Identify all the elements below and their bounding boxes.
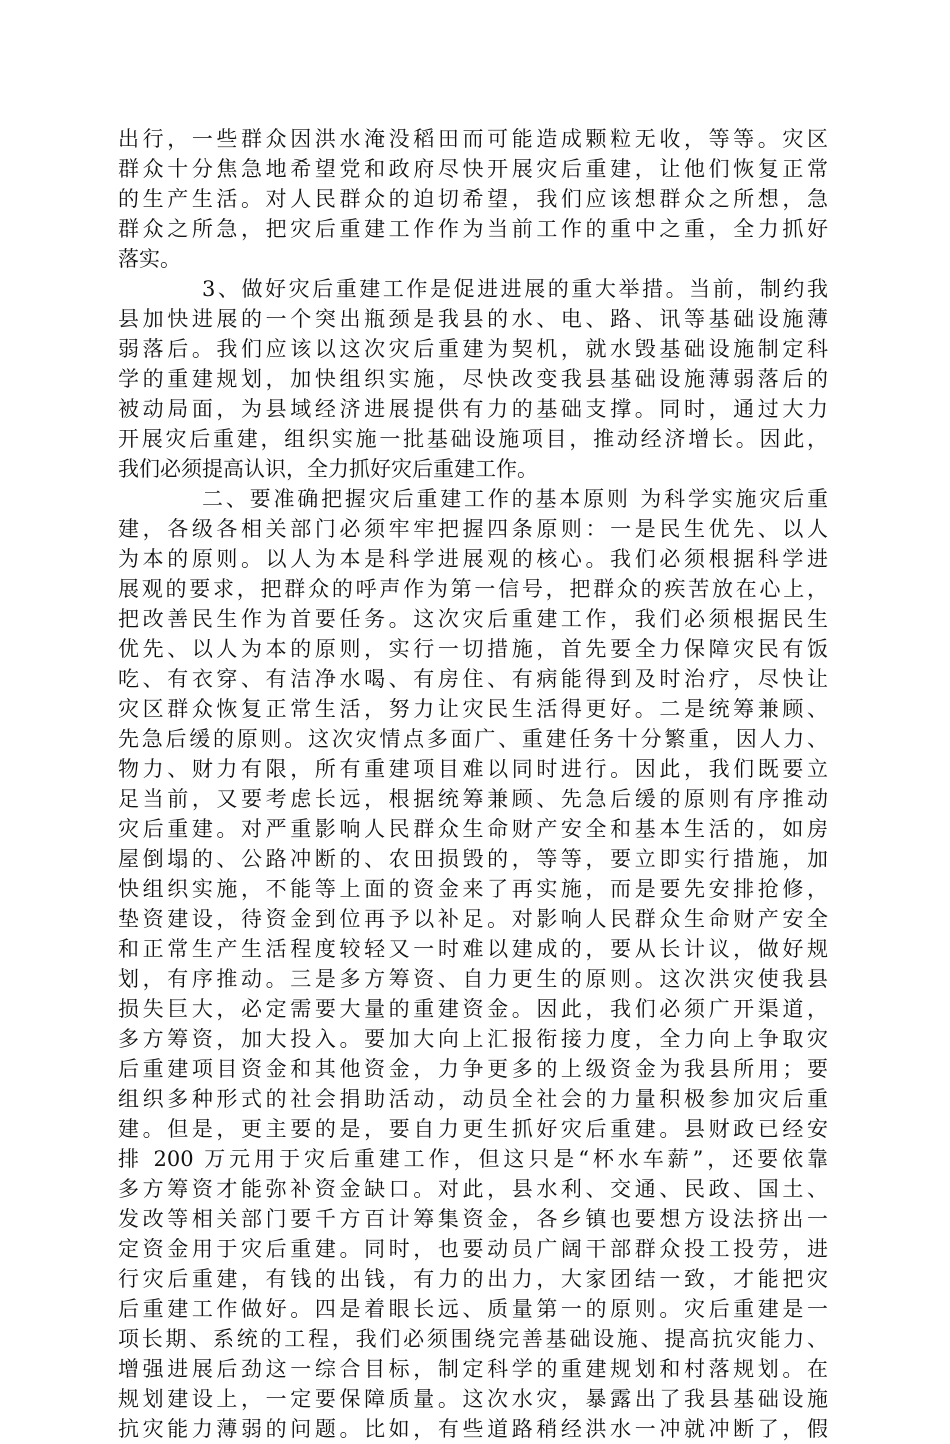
text-line: 项长期、系统的工程，我们必须围绕完善基础设施、提高抗灾能力、 [118,1327,828,1351]
text-line: 排 200 万元用于灾后重建工作，但这只是“杯水车薪”，还要依靠 [118,1147,828,1171]
text-line: 把改善民生作为首要任务。这次灾后重建工作，我们必须根据民生 [118,607,828,631]
text-line: 为本的原则。以人为本是科学进展观的核心。我们必须根据科学进 [118,547,828,571]
text-line: 群众十分焦急地希望党和政府尽快开展灾后重建，让他们恢复正常 [118,157,828,181]
text-line: 灾区群众恢复正常生活，努力让灾民生活得更好。二是统筹兼顾、 [118,697,828,721]
text-line: 划，有序推动。三是多方筹资、自力更生的原则。这次洪灾使我县 [118,967,828,991]
text-line: 足当前，又要考虑长远，根据统筹兼顾、先急后缓的原则有序推动 [118,787,828,811]
text-line: 后重建项目资金和其他资金，力争更多的上级资金为我县所用；要 [118,1057,828,1081]
text-line: 和正常生产生活程度较轻又一时难以建成的，要从长计议，做好规 [118,937,828,961]
text-line: 快组织实施，不能等上面的资金来了再实施，而是要先安排抢修， [118,877,828,901]
text-line: 优先、以人为本的原则，实行一切措施，首先要全力保障灾民有饭 [118,637,828,661]
text-line: 的生产生活。对人民群众的迫切希望，我们应该想群众之所想，急 [118,187,828,211]
text-line: 展观的要求，把群众的呼声作为第一信号，把群众的疾苦放在心上， [118,577,828,601]
text-line: 后重建工作做好。四是着眼长远、质量第一的原则。灾后重建是一 [118,1297,828,1321]
text-line: 垫资建设，待资金到位再予以补足。对影响人民群众生命财产安全 [118,907,828,931]
text-line: 多方筹资才能弥补资金缺口。对此，县水利、交通、民政、国土、 [118,1177,828,1201]
text-line: 我们必须提高认识，全力抓好灾后重建工作。 [118,457,538,481]
text-line: 被动局面，为县域经济进展提供有力的基础支撑。同时，通过大力 [118,397,828,421]
text-line: 发改等相关部门要千方百计筹集资金，各乡镇也要想方设法挤出一 [118,1207,828,1231]
text-line: 建。但是，更主要的是，要自力更生抓好灾后重建。县财政已经安 [118,1117,828,1141]
text-line: 多方筹资，加大投入。要加大向上汇报衔接力度，全力向上争取灾 [118,1027,828,1051]
text-line: 先急后缓的原则。这次灾情点多面广、重建任务十分繁重，因人力、 [118,727,828,751]
text-line: 增强进展后劲这一综合目标，制定科学的重建规划和村落规划。在 [118,1357,828,1381]
text-line: 建，各级各相关部门必须牢牢把握四条原则：一是民生优先、以人 [118,517,828,541]
text-line: 规划建设上，一定要保障质量。这次水灾，暴露出了我县基础设施 [118,1387,828,1411]
text-line: 物力、财力有限，所有重建项目难以同时进行。因此，我们既要立 [118,757,828,781]
paragraph-first-line: 3、做好灾后重建工作是促进进展的重大举措。当前，制约我 [202,277,828,301]
text-line: 吃、有衣穿、有洁净水喝、有房住、有病能得到及时治疗，尽快让 [118,667,828,691]
text-line: 屋倒塌的、公路冲断的、农田损毁的，等等，要立即实行措施，加 [118,847,828,871]
text-line: 组织多种形式的社会捐助活动，动员全社会的力量积极参加灾后重 [118,1087,828,1111]
text-line: 落实。 [118,247,181,271]
text-line: 学的重建规划，加快组织实施，尽快改变我县基础设施薄弱落后的 [118,367,828,391]
text-line: 灾后重建。对严重影响人民群众生命财产安全和基本生活的，如房 [118,817,828,841]
text-line: 县加快进展的一个突出瓶颈是我县的水、电、路、讯等基础设施薄 [118,307,828,331]
text-line: 弱落后。我们应该以这次灾后重建为契机，就水毁基础设施制定科 [118,337,828,361]
text-line: 出行，一些群众因洪水淹没稻田而可能造成颗粒无收，等等。灾区 [118,127,828,151]
text-line: 抗灾能力薄弱的问题。比如，有些道路稍经洪水一冲就冲断了，假 [118,1417,828,1441]
text-line: 开展灾后重建，组织实施一批基础设施项目，推动经济增长。因此， [118,427,828,451]
text-line: 行灾后重建，有钱的出钱，有力的出力，大家团结一致，才能把灾 [118,1267,828,1291]
text-line: 损失巨大，必定需要大量的重建资金。因此，我们必须广开渠道， [118,997,828,1021]
paragraph-first-line: 二、要准确把握灾后重建工作的基本原则 为科学实施灾后重 [202,487,828,511]
document-body-text [118,124,828,1444]
text-line: 定资金用于灾后重建。同时，也要动员广阔干部群众投工投劳，进 [118,1237,828,1261]
text-line: 群众之所急，把灾后重建工作作为当前工作的重中之重，全力抓好 [118,217,828,241]
